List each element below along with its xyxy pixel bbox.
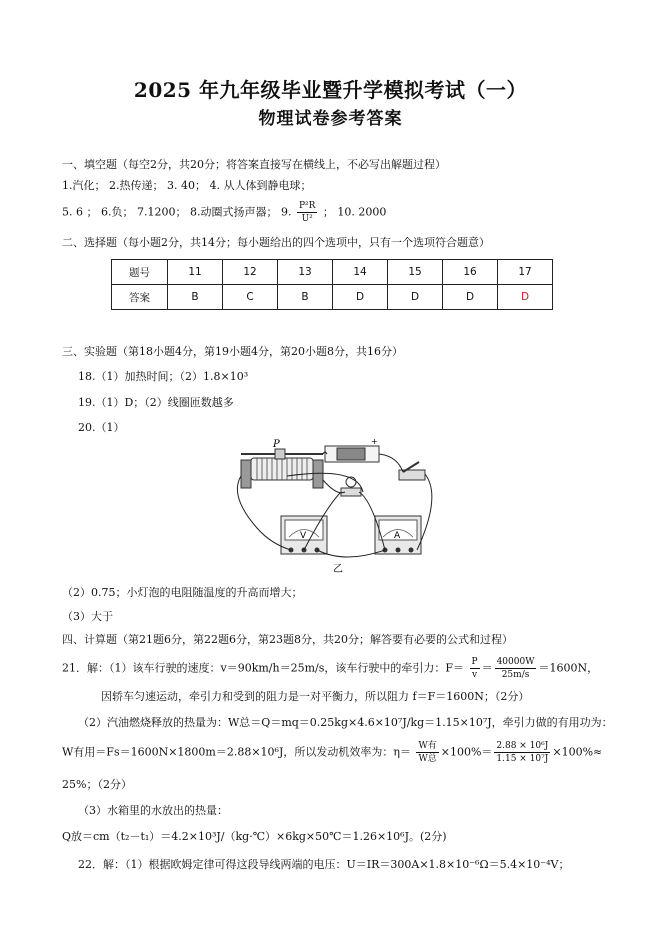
formula-fraction xyxy=(297,200,317,225)
answer-cell: D xyxy=(333,285,388,310)
answer-q22: 22．解：（1）根据欧姆定律可得这段导线两端的电压：U＝IR＝300A×1.8×10⁻⁶Ω＝5.4×10⁻⁴V； xyxy=(78,858,570,871)
answer-q20-1: 20.（1） xyxy=(78,421,125,434)
figure-caption: 乙 xyxy=(333,564,343,574)
q21-2-text-b: W有用＝Fs＝1600N×1800m＝2.88×10⁶J，所以发动机效率为：η＝ xyxy=(62,745,411,759)
question-number-cell: 13 xyxy=(278,260,333,285)
table-header-cell: 题号 xyxy=(112,260,168,285)
answer-q21-2-result: 25%；（2分） xyxy=(62,778,132,791)
fraction-denominator: 25m/s xyxy=(501,670,530,680)
q21-1-text-b: ＝1600N， xyxy=(538,661,599,675)
formula-fraction xyxy=(495,656,537,681)
question-number-cell: 16 xyxy=(443,260,498,285)
circuit-diagram xyxy=(227,436,457,574)
battery-plus-label: + xyxy=(371,437,378,446)
section1-line2 xyxy=(62,200,386,225)
slider-label-p: P xyxy=(273,439,280,450)
question-number-cell: 14 xyxy=(333,260,388,285)
fraction-numerator: P xyxy=(471,657,478,667)
section1-heading: 一、填空题（每空2分，共20分；将答案直接写在横线上，不必写出解题过程） xyxy=(62,158,446,171)
fraction-numerator: W有 xyxy=(418,741,437,751)
answer-table xyxy=(111,259,553,310)
answer-q21-3-formula: Q放＝cm（t₂－t₁）＝4.2×10³J/（kg·℃）×6kg×50℃＝1.26×10⁶J。(2分) xyxy=(62,830,447,843)
section3-heading: 三、实验题（第18小题4分，第19小题4分，第20小题8分，共16分） xyxy=(62,345,403,358)
answer-q21-2-cont xyxy=(62,740,602,765)
question-number-cell: 12 xyxy=(223,260,278,285)
formula-fraction xyxy=(470,656,480,681)
voltmeter-label: V xyxy=(300,531,307,541)
answer-q21-3: （3）水箱里的水放出的热量： xyxy=(78,804,228,817)
answer-cell: B xyxy=(278,285,333,310)
fraction-denominator: 1.15 × 10⁷J xyxy=(496,754,549,764)
answer-q18: 18.（1）加热时间；（2）1.8×10³ xyxy=(78,370,249,383)
exam-subtitle: 物理试卷参考答案 xyxy=(258,109,403,129)
answer-q21-2: （2）汽油燃烧释放的热量为：W总＝Q＝mq＝0.25kg×4.6×10⁷J/kg＝1.15×10⁷J，牵引力做的有用功为： xyxy=(78,716,613,729)
table-header-cell: 答案 xyxy=(112,285,168,310)
question-number-cell: 17 xyxy=(498,260,553,285)
q21-2-mid: ×100%＝ xyxy=(440,745,493,759)
answer-q19: 19.（1）D；（2）线圈匝数越多 xyxy=(78,396,234,409)
answer-cell-highlighted: D xyxy=(498,285,553,310)
q21-2-end: ×100%≈ xyxy=(552,745,603,759)
q21-1-equals: ＝ xyxy=(481,661,493,675)
fraction-denominator: U² xyxy=(301,214,313,224)
question-number-cell: 11 xyxy=(168,260,223,285)
answer-q20-2: （2）0.75；小灯泡的电阻随温度的升高而增大； xyxy=(62,586,303,599)
section1-line1: 1.汽化； 2.热传递； 3. 40； 4. 从人体到静电球； xyxy=(62,179,312,192)
answer-cell: C xyxy=(223,285,278,310)
answer-cell: D xyxy=(388,285,443,310)
fraction-denominator: W总 xyxy=(418,754,437,764)
section4-heading: 四、计算题（第21题6分，第22题6分，第23题8分，共20分；解答要有必要的公式和过程） xyxy=(62,633,513,646)
answer-q20-3: （3）大于 xyxy=(62,610,113,623)
exam-title: 2025 年九年级毕业暨升学模拟考试（一） xyxy=(133,78,528,102)
answer-cell: D xyxy=(443,285,498,310)
battery-box xyxy=(325,446,379,462)
fraction-numerator: P²R xyxy=(298,201,316,211)
formula-fraction xyxy=(416,740,438,765)
sliding-rheostat xyxy=(241,449,323,488)
section1-line2-text-b: ； 10. 2000 xyxy=(322,205,387,219)
answer-q21-1 xyxy=(62,656,598,681)
ammeter-label: A xyxy=(394,531,401,541)
fraction-denominator: v xyxy=(472,670,478,680)
section2-heading: 二、选择题（每小题2分，共14分；每小题给出的四个选项中，只有一个选项符合题意） xyxy=(62,236,490,249)
answer-cell: B xyxy=(168,285,223,310)
fraction-numerator: 40000W xyxy=(496,657,535,667)
table-row xyxy=(112,260,553,285)
table-row xyxy=(112,285,553,310)
question-number-cell: 15 xyxy=(388,260,443,285)
formula-fraction xyxy=(494,740,550,765)
section1-line2-text-a: 5. 6 ； 6.负； 7.1200； 8.动圈式扬声器； 9. xyxy=(62,205,292,219)
fraction-numerator: 2.88 × 10⁶J xyxy=(496,741,549,751)
q21-1-text-a: 21．解：（1）该车行驶的速度：v＝90km/h＝25m/s，该车行驶中的牵引力：F＝ xyxy=(62,661,465,675)
bulb xyxy=(341,477,361,496)
answer-q21-1-cont: 因轿车匀速运动，牵引力和受到的阻力是一对平衡力，所以阻力 f＝F＝1600N；（2分） xyxy=(101,690,530,703)
